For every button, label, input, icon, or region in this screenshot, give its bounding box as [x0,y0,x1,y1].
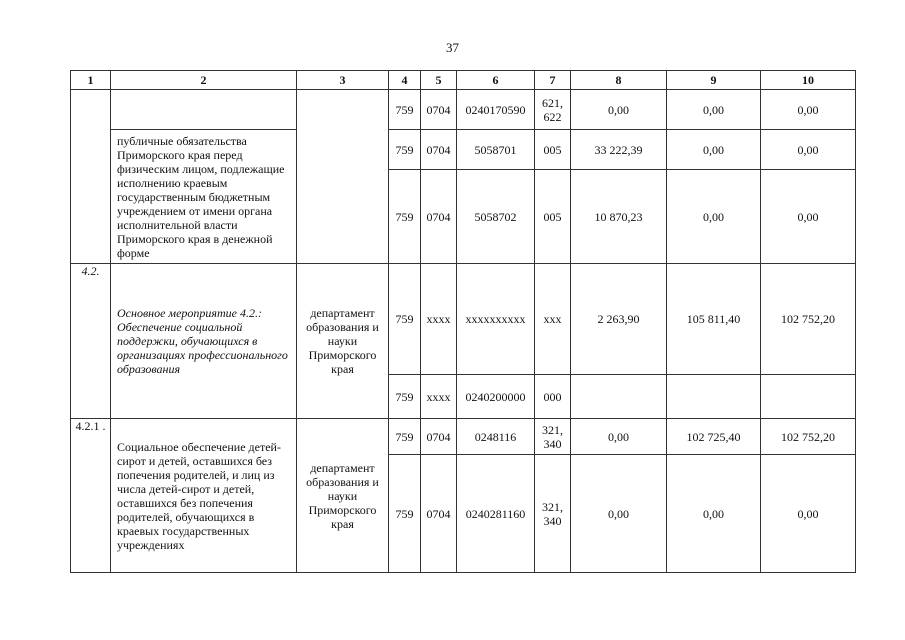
cell-c7: 005 [535,170,571,264]
cell-c7: 005 [535,130,571,170]
cell-c6: 5058701 [457,130,535,170]
header-col-3: 3 [297,71,389,90]
cell-c6: xxxxxxxxxx [457,264,535,375]
cell-c4: 759 [389,455,421,573]
cell-description: публичные обязательства Приморского края перед физическим лицом, подлежащие исполнению краевым государственным бюджетным учреждением от имени органа исполнительной власти Приморского края в денежной форме [111,130,297,264]
cell-c7: 321, 340 [535,419,571,455]
cell-c4: 759 [389,170,421,264]
cell-c9: 0,00 [667,130,761,170]
page-number: 37 [446,40,459,55]
cell-c4: 759 [389,90,421,130]
cell-c8: 0,00 [571,90,667,130]
header-col-8: 8 [571,71,667,90]
cell-c6: 0248116 [457,419,535,455]
cell-c8 [571,375,667,419]
cell-c4: 759 [389,264,421,375]
cell-c8: 33 222,39 [571,130,667,170]
cell-c5: 0704 [421,130,457,170]
cell-c10: 102 752,20 [761,419,856,455]
header-col-6: 6 [457,71,535,90]
table-row [71,90,856,130]
cell-c5: xxxx [421,264,457,375]
table-row [71,419,856,455]
cell-c8: 10 870,23 [571,170,667,264]
cell-c10: 0,00 [761,455,856,573]
cell-c9: 102 725,40 [667,419,761,455]
cell-number: 4.2.1 . [71,419,111,573]
cell-c4: 759 [389,375,421,419]
cell-c4: 759 [389,130,421,170]
cell-c10: 0,00 [761,90,856,130]
table-row [71,130,856,170]
cell-c8: 0,00 [571,455,667,573]
cell-c4: 759 [389,419,421,455]
cell-c6: 0240200000 [457,375,535,419]
cell-c10: 0,00 [761,130,856,170]
cell-c6: 5058702 [457,170,535,264]
cell-c10 [761,375,856,419]
cell-c9: 0,00 [667,455,761,573]
cell-number: 4.2. [71,264,111,419]
cell-c6: 0240170590 [457,90,535,130]
header-row [71,71,856,90]
cell-c9 [667,375,761,419]
header-col-1: 1 [71,71,111,90]
cell-c5: 0704 [421,90,457,130]
cell-c7: 321, 340 [535,455,571,573]
header-col-10: 10 [761,71,856,90]
cell-c7: xxx [535,264,571,375]
cell-c8: 2 263,90 [571,264,667,375]
cell-c8: 0,00 [571,419,667,455]
cell-c7: 000 [535,375,571,419]
header-col-7: 7 [535,71,571,90]
cell-c7: 621, 622 [535,90,571,130]
cell-empty-num [71,90,111,264]
header-col-4: 4 [389,71,421,90]
cell-c9: 0,00 [667,90,761,130]
cell-department: департамент образования и науки Приморского края [297,264,389,419]
cell-c6: 0240281160 [457,455,535,573]
cell-c10: 102 752,20 [761,264,856,375]
header-col-9: 9 [667,71,761,90]
cell-department: департамент образования и науки Приморского края [297,419,389,573]
cell-description: Социальное обеспечение детей-сирот и детей, оставшихся без попечения родителей, и лиц из числа детей-сирот и детей, оставшихся без попечения родителей, обучающихся в краевых государственных учреждениях [111,419,297,573]
cell-empty-desc [111,90,297,130]
cell-c5: 0704 [421,419,457,455]
cell-c5: xxxx [421,375,457,419]
budget-table [70,70,856,573]
cell-c9: 105 811,40 [667,264,761,375]
cell-description: Основное мероприятие 4.2.: Обеспечение социальной поддержки, обучающихся в организациях профессионального образования [111,264,297,419]
header-col-5: 5 [421,71,457,90]
cell-c5: 0704 [421,455,457,573]
cell-empty-dept [297,90,389,264]
table-row [71,264,856,375]
cell-c5: 0704 [421,170,457,264]
cell-c10: 0,00 [761,170,856,264]
header-col-2: 2 [111,71,297,90]
cell-c9: 0,00 [667,170,761,264]
